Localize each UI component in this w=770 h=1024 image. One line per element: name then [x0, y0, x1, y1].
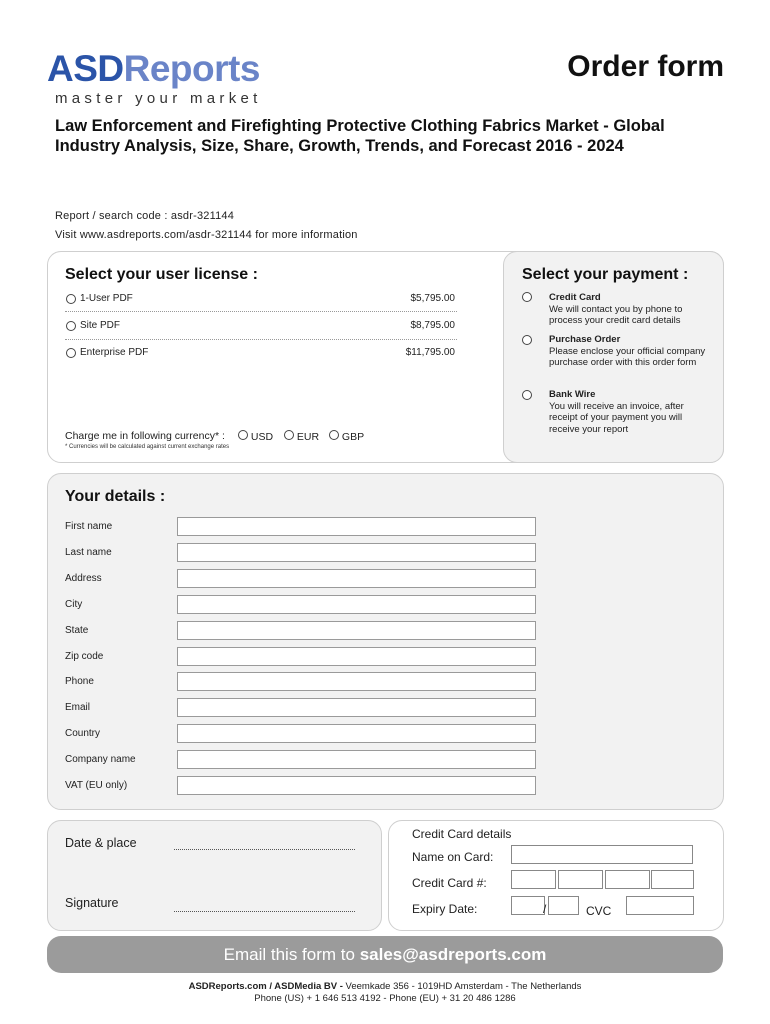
divider — [65, 311, 457, 312]
card-number-block-1[interactable] — [511, 870, 556, 889]
currency-label: Charge me in following currency* : — [65, 430, 225, 442]
card-number-block-2[interactable] — [558, 870, 603, 889]
company-name-input[interactable] — [177, 750, 536, 769]
payment-option-purchase-order[interactable]: Purchase Order Please enclose your official company purchase order with this order form — [549, 334, 706, 368]
currency-note: * Currencies will be calculated against current exchange rates — [65, 444, 230, 450]
card-number-block-4[interactable] — [651, 870, 694, 889]
report-visit-link[interactable]: Visit www.asdreports.com/asdr-321144 for more information — [55, 229, 358, 241]
email-input[interactable] — [177, 698, 536, 717]
radio-icon[interactable] — [329, 430, 339, 440]
address-input[interactable] — [177, 569, 536, 588]
expiry-year-input[interactable] — [548, 896, 579, 915]
vat-input[interactable] — [177, 776, 536, 795]
country-input[interactable] — [177, 724, 536, 743]
date-place-label: Date & place — [65, 836, 137, 850]
field-label-first-name: First name — [65, 521, 113, 532]
radio-icon[interactable] — [522, 390, 532, 400]
radio-icon[interactable] — [238, 430, 248, 440]
field-label-vat: VAT (EU only) — [65, 780, 128, 791]
report-title: Law Enforcement and Firefighting Protective Clothing Fabrics Market - Global Industry Analysis, Size, Share, Growth, Trends, and Forecast 2016 - 2024 — [55, 117, 665, 155]
field-label-city: City — [65, 599, 83, 610]
radio-icon[interactable] — [66, 294, 76, 304]
logo-tagline: master your market — [55, 90, 262, 107]
date-place-line[interactable] — [174, 849, 355, 850]
field-label-state: State — [65, 625, 89, 636]
radio-icon[interactable] — [522, 335, 532, 345]
name-on-card-label: Name on Card: — [412, 850, 494, 864]
divider — [65, 339, 457, 340]
cvc-label: CVC — [586, 904, 612, 918]
first-name-input[interactable] — [177, 517, 536, 536]
name-on-card-input[interactable] — [511, 845, 693, 864]
field-label-email: Email — [65, 702, 91, 713]
license-heading: Select your user license : — [65, 266, 258, 283]
field-label-company-name: Company name — [65, 754, 136, 765]
payment-option-bank-wire[interactable]: Bank Wire You will receive an invoice, after receipt of your payment you will receive your report — [549, 389, 684, 435]
footer-phone: Phone (US) + 1 646 513 4192 - Phone (EU) + 31 20 486 1286 — [254, 993, 516, 1004]
field-label-last-name: Last name — [65, 547, 112, 558]
radio-icon[interactable] — [66, 321, 76, 331]
state-input[interactable] — [177, 621, 536, 640]
expiry-month-input[interactable] — [511, 896, 545, 915]
license-option-enterprise[interactable]: Enterprise PDF $11,795.00 — [65, 346, 457, 370]
card-number-label: Credit Card #: — [412, 876, 487, 890]
signature-label: Signature — [65, 896, 119, 910]
footer-address: ASDReports.com / ASDMedia BV - Veemkade 356 - 1019HD Amsterdam - The Netherlands — [188, 981, 582, 992]
radio-icon[interactable] — [522, 292, 532, 302]
field-label-address: Address — [65, 573, 102, 584]
field-label-zip-code: Zip code — [65, 651, 104, 662]
credit-card-heading: Credit Card details — [412, 827, 512, 841]
currency-option-usd[interactable]: USD — [238, 430, 273, 443]
zip-code-input[interactable] — [177, 647, 536, 666]
details-heading: Your details : — [65, 488, 166, 505]
currency-option-eur[interactable]: EUR — [284, 430, 319, 443]
signature-line[interactable] — [174, 911, 355, 912]
expiry-slash: / — [543, 902, 547, 916]
phone-input[interactable] — [177, 672, 536, 691]
cvc-input[interactable] — [626, 896, 694, 915]
payment-heading: Select your payment : — [522, 266, 689, 283]
card-number-block-3[interactable] — [605, 870, 650, 889]
currency-option-gbp[interactable]: GBP — [329, 430, 364, 443]
payment-option-credit-card[interactable]: Credit Card We will contact you by phone to process your credit card details — [549, 292, 683, 326]
field-label-phone: Phone — [65, 676, 94, 687]
email-address-link[interactable]: sales@asdreports.com — [359, 945, 547, 964]
license-option-1-user[interactable]: 1-User PDF $5,795.00 — [65, 292, 457, 316]
radio-icon[interactable] — [66, 348, 76, 358]
report-search-code: Report / search code : asdr-321144 — [55, 210, 235, 222]
city-input[interactable] — [177, 595, 536, 614]
radio-icon[interactable] — [284, 430, 294, 440]
asdreports-logo: ASDReports — [47, 48, 260, 89]
expiry-date-label: Expiry Date: — [412, 902, 478, 916]
field-label-country: Country — [65, 728, 101, 739]
license-option-site[interactable]: Site PDF $8,795.00 — [65, 319, 457, 343]
email-form-bar[interactable]: Email this form to sales@asdreports.com — [47, 936, 723, 973]
order-form-title: Order form — [567, 50, 724, 83]
last-name-input[interactable] — [177, 543, 536, 562]
